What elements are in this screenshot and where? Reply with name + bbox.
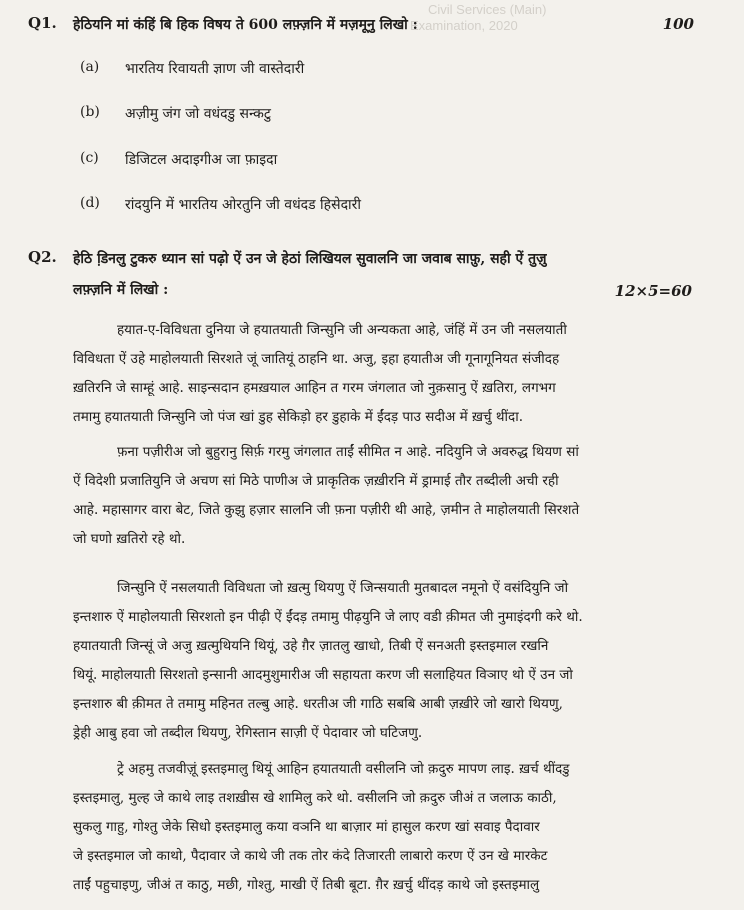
passage-line: ड्रेही आबु हवा जो तब्दील थियणु, रेगिस्तान साज़ी ऐं पेदावार जो घटिजणु. [73, 725, 423, 741]
passage-line: ख़तिरनि जे साम्हूं आहे. साइन्सदान हमख़याल आहिन त गरम जंगलात जो नुक़सानु ऐं ख़तिरा, लगभग [73, 380, 556, 396]
passage-line: आहे. महासागर वारा बेट, जिते कुझु हज़ार सालनि जी फ़ना पज़ीरी थी आहे, ज़मीन ते माहोलयाती सिरशते [73, 502, 580, 518]
passage-line: हयात-ए-विविधता दुनिया जे हयातयाती जिन्सुनि जी अन्यकता आहे, जंहिं में उन जी नसलयाती [117, 322, 567, 338]
option-text-b: अज़ीमु जंग जो वधंदडु सन्कटु [125, 106, 271, 122]
q1-prompt: हेठियनि मां कंहिं बि हिक विषय ते 600 लफ़्ज़नि में मज़मूनु लिखो : [73, 17, 418, 33]
passage-line: ऐं विदेशी प्रजातियुनि जे अचण सां मिठे पाणीअ जे प्राकृतिक ज़ख़ीरनि में ड्रामाई तौर तब्दीली अची रही [73, 473, 559, 489]
option-letter-b: (b) [80, 104, 100, 120]
passage-line: विविधता ऐं उहे माहोलयाती सिरशते जूं जातियूं ठाहनि था. अजु, इहा हयातीअ जी गूनागूनियत संजीदह [73, 351, 560, 367]
passage-line: फ़ना पज़ीरीअ जो बुहुरानु सिर्फ़ गरमु जंगलात ताईं सीमित न आहे. नदियुनि जे अवरुद्ध थियण सां [117, 444, 579, 460]
passage-line: जे इस्तइमाल जो काथो, पैदावार जे काथे जी तक तोर कंदे तिजारती लाबारो करण ऐं उन खे मारकेट [73, 848, 548, 864]
q2-prompt-line-1: हेठि डि़नलु टुकरु ध्यान सां पढ़ो ऐं उन जे हेठां लिखियल सुवालनि जा जवाब साफ़ु, सही ऐं तुज़ु [73, 251, 547, 267]
passage-line: ताईं पहुचाइणु, जीअं त काठु, मछी, गोश्तु, माखी ऐं तिबी बूटा. ग़ैर ख़र्चु थींदड़ काथे जो इस्तइमालु [73, 877, 540, 893]
passage-line: हयातयाती जिन्सूं जे अजु ख़त्मुथियनि थियूं, उहे ग़ैर ज़ातलु खाधो, तिबी ऐं सनअती इस्तइमाल रखनि [73, 638, 549, 654]
option-letter-a: (a) [80, 59, 100, 75]
q2-prompt-line-2: लफ़्ज़नि में लिखो : [73, 282, 169, 298]
bleed-through-text: Civil Services (Main) [428, 2, 547, 17]
bleed-through-text: Examination, 2020 [410, 18, 518, 33]
q2-marks: 12×5=60 [614, 282, 692, 300]
passage-line: सुकलु गाहु, गोश्तु जेके सिधो इस्तइमालु कया वञनि था बाज़ार मां हासुल करण खां सवाइ पैदावार [73, 819, 540, 835]
passage-line: थियूं. माहोलयाती सिरशतो इन्सानी आदमुशुमारीअ जी सहायता करण जी सलाहियत विञाए थो ऐं उन जो [73, 667, 573, 683]
passage-line: इस्तइमालु, मुल्ह जे काथे लाइ तशख़ीस खे शामिलु करे थो. वसीलनि जो क़दुरु जीअं त जलाऊ काठी, [73, 790, 557, 806]
passage-line: इन्तशारु बी क़ीमत ते तमामु महिनत तल्बु आहे. धरतीअ जी गाठि सबबि आबी ज़ख़ीरे जो खारो थियणु, [73, 696, 563, 712]
option-text-c: डिजिटल अदाइगीअ जा फ़ाइदा [125, 152, 278, 168]
option-letter-d: (d) [80, 195, 100, 211]
option-letter-c: (c) [80, 150, 99, 166]
q1-marks: 100 [662, 15, 694, 33]
option-text-d: रांदयुनि में भारतिय ओरतुनि जी वधंदड हिसेदारी [125, 197, 361, 213]
passage-line: तमामु हयातयाती जिन्सुनि जो पंज खां डुह सेकिड़ो हर डुहाके में ईंदड़ पाउ सदीअ में ख़र्चु थींदा. [73, 409, 523, 425]
passage-line: जिन्सुनि ऐं नसलयाती विविधता जो ख़त्मु थियणु ऐं जिन्सयाती मुतबादल नमूनो ऐं वसंदियुनि जो [117, 580, 569, 596]
q2-number: Q2. [28, 248, 57, 266]
option-text-a: भारतिय रिवायती ज्ञाण जी वास्तेदारी [125, 61, 305, 77]
q1-number: Q1. [28, 14, 57, 32]
passage-line: जो घणो ख़तिरो रहे थो. [73, 531, 186, 547]
passage-line: इन्तशारु ऐं माहोलयाती सिरशतो इन पीढ़ी ऐं ईंदड़ तमामु पीढ़युनि जे लाए वडी क़ीमत जी नुमाइंदगी करे थो. [73, 609, 583, 625]
passage-line: ट्रे अहमु तजवीज़ूं इस्तइमालु थियूं आहिन हयातयाती वसीलनि जो क़दुरु मापण लाइ. ख़र्च थींदडु [117, 761, 570, 777]
